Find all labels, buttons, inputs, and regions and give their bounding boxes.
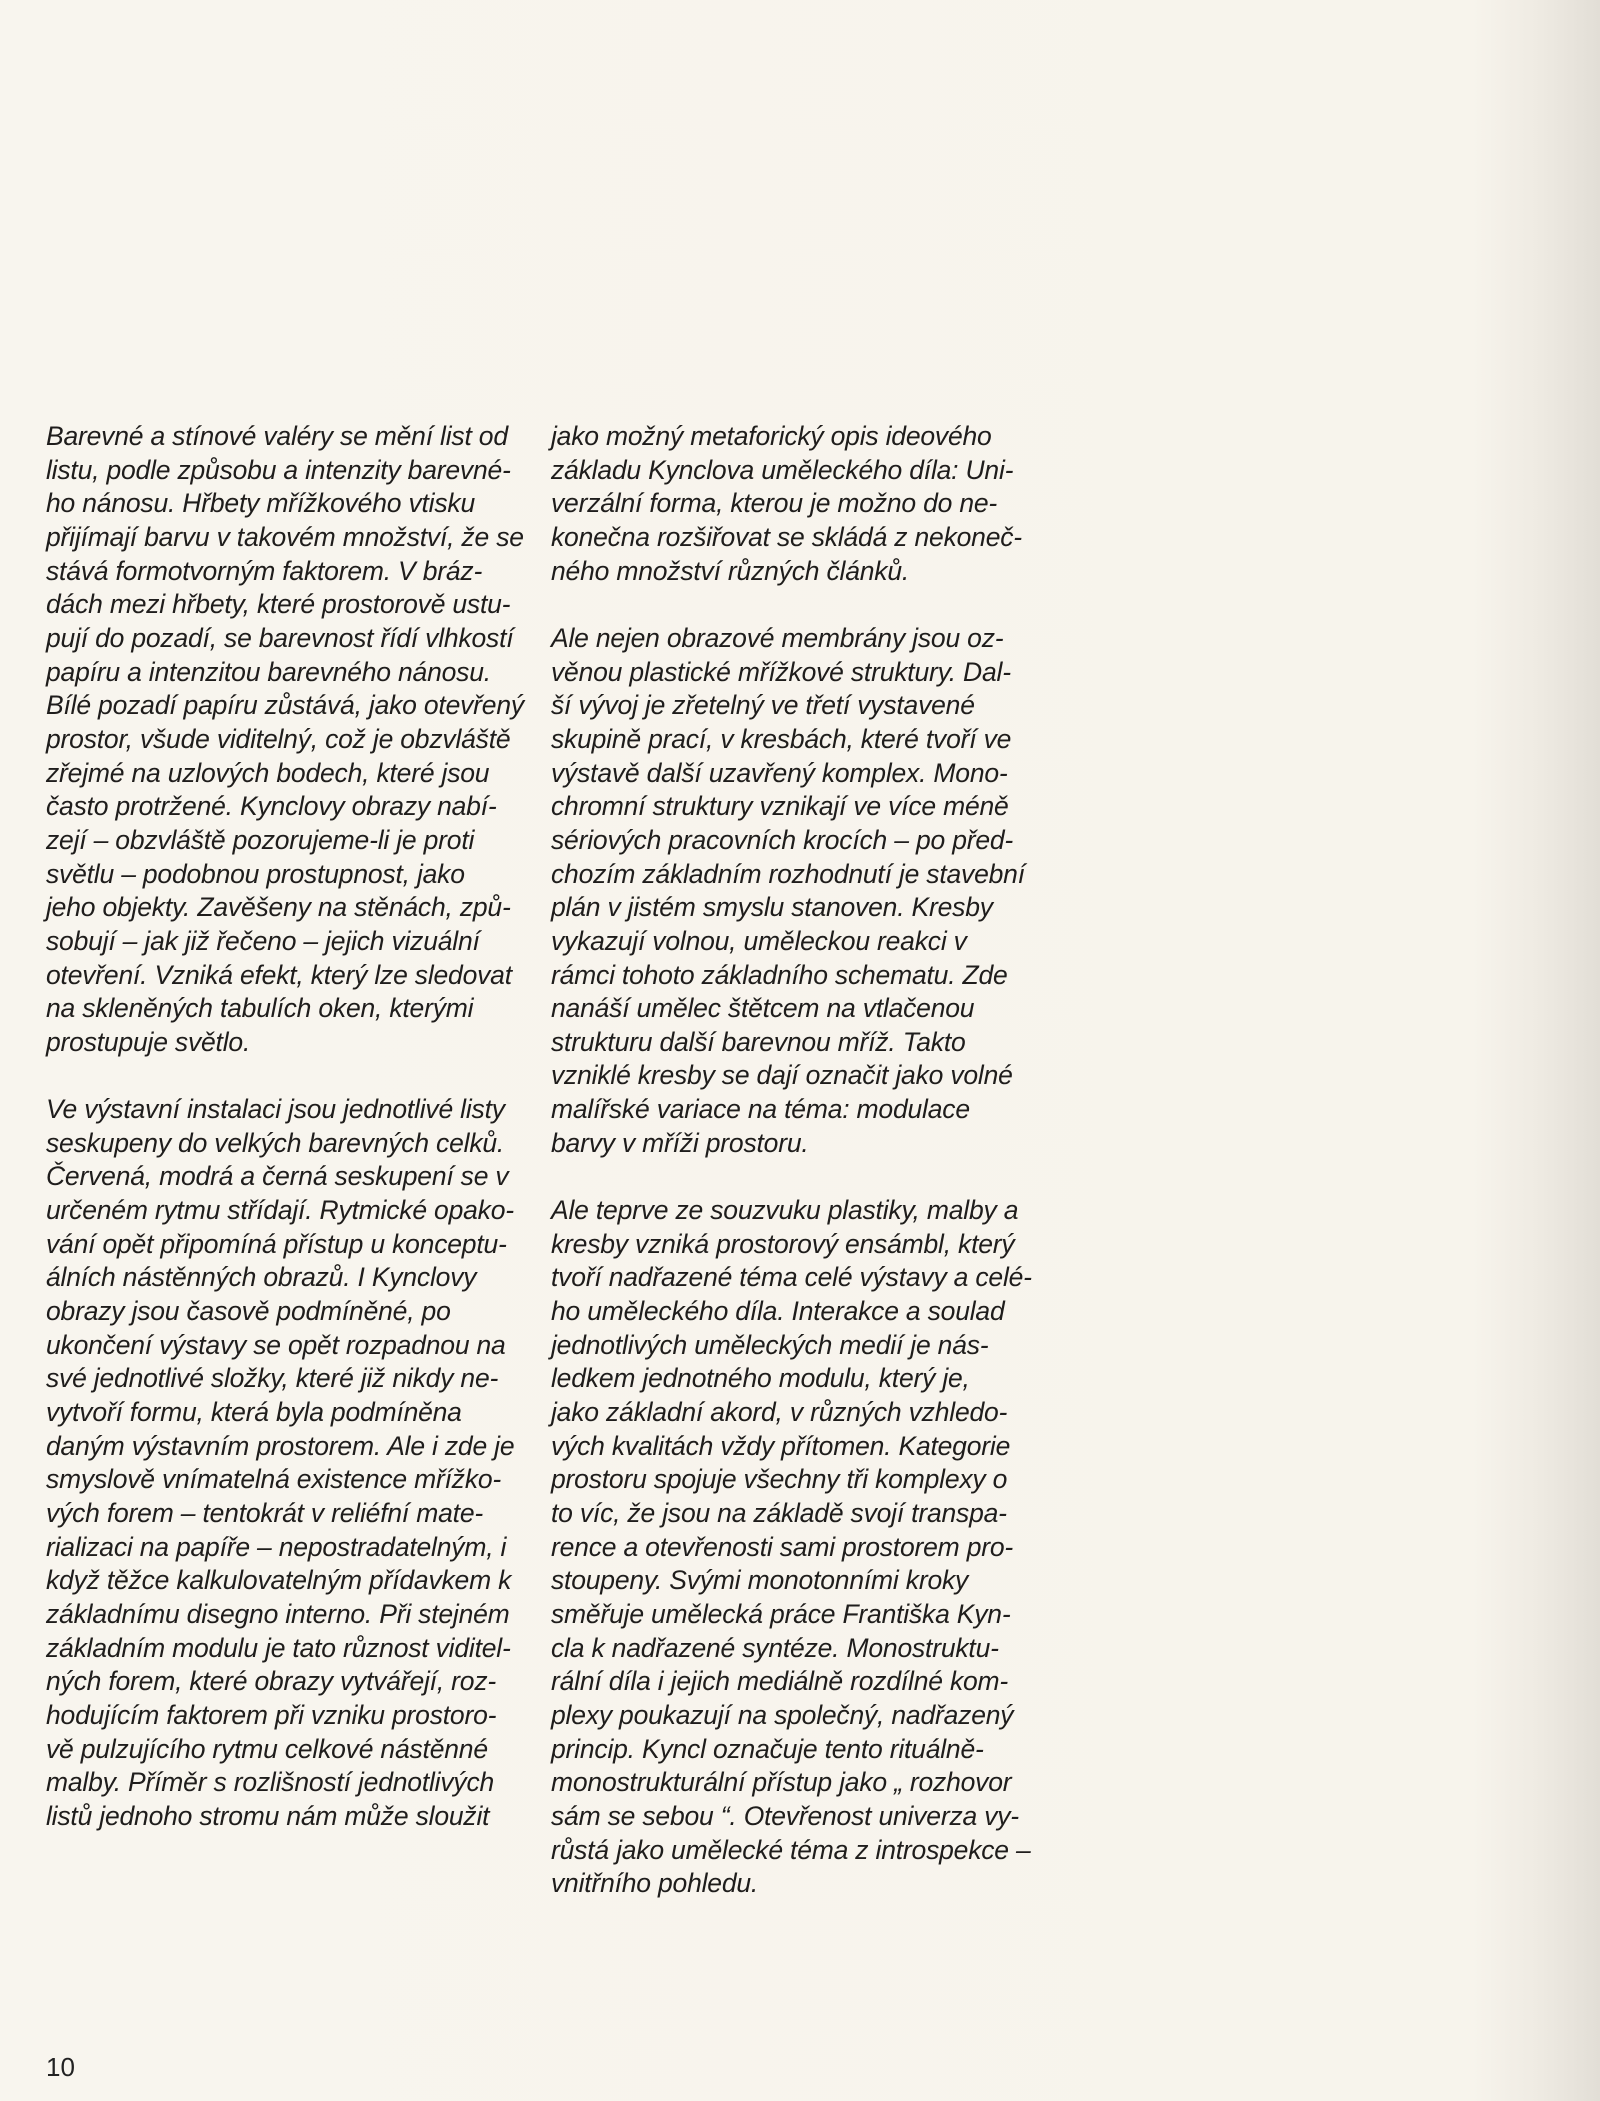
text-line: nanáší umělec štětcem na vtlačenou xyxy=(551,993,975,1024)
text-line: monostrukturální přístup jako „ rozhovor xyxy=(551,1767,1012,1798)
text-line: rální díla i jejich mediálně rozdílné kom- xyxy=(551,1666,1009,1697)
text-line: vzniklé kresby se dají označit jako volné xyxy=(551,1060,1013,1091)
text-line: plexy poukazují na společný, nadřazený xyxy=(551,1699,1014,1730)
text-line: směřuje umělecká práce Františka Kyn- xyxy=(551,1598,1011,1629)
paragraph xyxy=(551,420,1071,588)
text-line: základu Kynclova uměleckého díla: Uni- xyxy=(551,454,1014,485)
text-line: věnou plastické mřížkové struktury. Dal- xyxy=(551,656,1011,687)
text-line: růstá jako umělecké téma z introspekce – xyxy=(551,1834,1031,1865)
text-line: sériových pracovních krocích – po před- xyxy=(551,824,1014,855)
text-line: cla k nadřazené syntéze. Monostruktu- xyxy=(551,1632,999,1663)
text-line: ho uměleckého díla. Interakce a soulad xyxy=(551,1296,1005,1327)
text-line: rializaci na papíře – nepostradatelným, i xyxy=(46,1531,507,1562)
text-line: určeném rytmu střídají. Rytmické opako- xyxy=(46,1195,514,1226)
text-line: Bílé pozadí papíru zůstává, jako otevřený xyxy=(46,690,524,721)
text-line: chromní struktury vznikají ve více méně xyxy=(551,791,1009,822)
text-line: ného množství různých článků. xyxy=(551,555,910,586)
text-line: verzální forma, kterou je možno do ne- xyxy=(551,488,998,519)
text-line: rence a otevřenosti sami prostorem pro- xyxy=(551,1531,1014,1562)
text-column-right xyxy=(551,420,1071,1935)
paragraph xyxy=(551,1194,1071,1901)
text-line: Červená, modrá a černá seskupení se v xyxy=(46,1161,509,1192)
text-line: ledkem jednotného modulu, který je, xyxy=(551,1363,970,1394)
text-line: otevření. Vzniká efekt, který lze sledovat xyxy=(46,959,512,990)
text-line: malby. Příměr s rozlišností jednotlivých xyxy=(46,1767,495,1798)
text-line: jako základní akord, v různých vzhledo- xyxy=(551,1397,1008,1428)
text-line: vnitřního pohledu. xyxy=(551,1868,759,1899)
text-line: vání opět připomíná přístup u konceptu- xyxy=(46,1228,507,1259)
text-line: kresby vzniká prostorový ensámbl, který xyxy=(551,1228,1015,1259)
text-line: vých kvalitách vždy přítomen. Kategorie xyxy=(551,1430,1011,1461)
text-line: vykazují volnou, uměleckou reakci v xyxy=(551,925,967,956)
text-line: ho nánosu. Hřbety mřížkového vtisku xyxy=(46,488,475,519)
text-line: vytvoří formu, která byla podmíněna xyxy=(46,1397,462,1428)
text-line: jednotlivých uměleckých medií je nás- xyxy=(551,1329,989,1360)
text-line: tvoří nadřazené téma celé výstavy a celé- xyxy=(551,1262,1032,1293)
text-line: pují do pozadí, se barevnost řídí vlhkostí xyxy=(46,622,514,653)
text-line: Ve výstavní instalaci jsou jednotlivé listy xyxy=(46,1094,505,1125)
text-line: plán v jistém smyslu stanoven. Kresby xyxy=(551,892,993,923)
text-line: listů jednoho stromu nám může sloužit xyxy=(46,1800,490,1831)
text-line: své jednotlivé složky, které již nikdy ne- xyxy=(46,1363,499,1394)
text-line: zřejmé na uzlových bodech, které jsou xyxy=(46,757,490,788)
text-line: seskupeny do velkých barevných celků. xyxy=(46,1127,505,1158)
text-line: skupině prací, v kresbách, které tvoří ve xyxy=(551,723,1012,754)
page-number: 10 xyxy=(46,2052,75,2082)
text-line: álních nástěnných obrazů. I Kynclovy xyxy=(46,1262,477,1293)
text-line: výstavě další uzavřený komplex. Mono- xyxy=(551,757,1008,788)
text-line: často protržené. Kynclovy obrazy nabí- xyxy=(46,791,497,822)
text-line: základnímu disegno interno. Při stejném xyxy=(46,1598,510,1629)
text-line: prostor, všude viditelný, což je obzvláště xyxy=(46,723,511,754)
text-line: princip. Kyncl označuje tento rituálně- xyxy=(551,1733,984,1764)
text-line: ných forem, které obrazy vytvářejí, roz- xyxy=(46,1666,497,1697)
text-line: strukturu další barevnou mříž. Takto xyxy=(551,1026,966,1057)
text-line: prostoru spojuje všechny tři komplexy o xyxy=(551,1464,1008,1495)
text-line: Ale nejen obrazové membrány jsou oz- xyxy=(551,622,1004,653)
text-line: vě pulzujícího rytmu celkové nástěnné xyxy=(46,1733,488,1764)
text-line: listu, podle způsobu a intenzity barevné- xyxy=(46,454,511,485)
text-line: základním modulu je tato různost viditel- xyxy=(46,1632,511,1663)
text-line: zejí – obzvláště pozorujeme-li je proti xyxy=(46,824,475,855)
text-line: ukončení výstavy se opět rozpadnou na xyxy=(46,1329,506,1360)
text-line: prostupuje světlo. xyxy=(46,1026,251,1057)
text-line: daným výstavním prostorem. Ale i zde je xyxy=(46,1430,515,1461)
text-line: papíru a intenzitou barevného nánosu. xyxy=(46,656,491,687)
text-line: stává formotvorným faktorem. V bráz- xyxy=(46,555,483,586)
text-line: rámci tohoto základního schematu. Zde xyxy=(551,959,1008,990)
text-line: sobují – jak již řečeno – jejich vizuální xyxy=(46,925,480,956)
paragraph xyxy=(46,420,566,1059)
text-line: když těžce kalkulovatelným přídavkem k xyxy=(46,1565,512,1596)
text-line: obrazy jsou časově podmíněné, po xyxy=(46,1296,451,1327)
text-line: malířské variace na téma: modulace xyxy=(551,1094,970,1125)
text-line: jako možný metaforický opis ideového xyxy=(551,421,992,451)
text-line: Barevné a stínové valéry se mění list od xyxy=(46,421,508,451)
text-line: hodujícím faktorem při vzniku prostoro- xyxy=(46,1699,497,1730)
text-line: to víc, že jsou na základě svojí transpa- xyxy=(551,1498,1007,1528)
text-line: dách mezi hřbety, které prostorově ustu- xyxy=(46,589,511,620)
text-line: světlu – podobnou prostupnost, jako xyxy=(46,858,465,889)
paragraph xyxy=(551,622,1071,1161)
text-line: konečna rozšiřovat se skládá z nekoneč- xyxy=(551,521,1022,552)
text-line: vých forem – tentokrát v reliéfní mate- xyxy=(46,1498,483,1528)
text-column-left xyxy=(46,420,566,1867)
text-line: Ale teprve ze souzvuku plastiky, malby a xyxy=(551,1195,1019,1226)
text-line: jeho objekty. Zavěšeny na stěnách, způ- xyxy=(46,892,511,923)
text-line: sám se sebou “. Otevřenost univerza vy- xyxy=(551,1800,1019,1831)
paragraph xyxy=(46,1093,566,1833)
text-line: chozím základním rozhodnutí je stavební xyxy=(551,858,1025,889)
text-line: barvy v mříži prostoru. xyxy=(551,1127,809,1158)
text-line: stoupeny. Svými monotonními kroky xyxy=(551,1565,969,1596)
text-line: přijímají barvu v takovém množství, že se xyxy=(46,521,524,552)
text-line: smyslově vnímatelná existence mřížko- xyxy=(46,1464,502,1495)
text-line: na skleněných tabulích oken, kterými xyxy=(46,993,474,1024)
text-line: ší vývoj je zřetelný ve třetí vystavené xyxy=(551,690,975,721)
